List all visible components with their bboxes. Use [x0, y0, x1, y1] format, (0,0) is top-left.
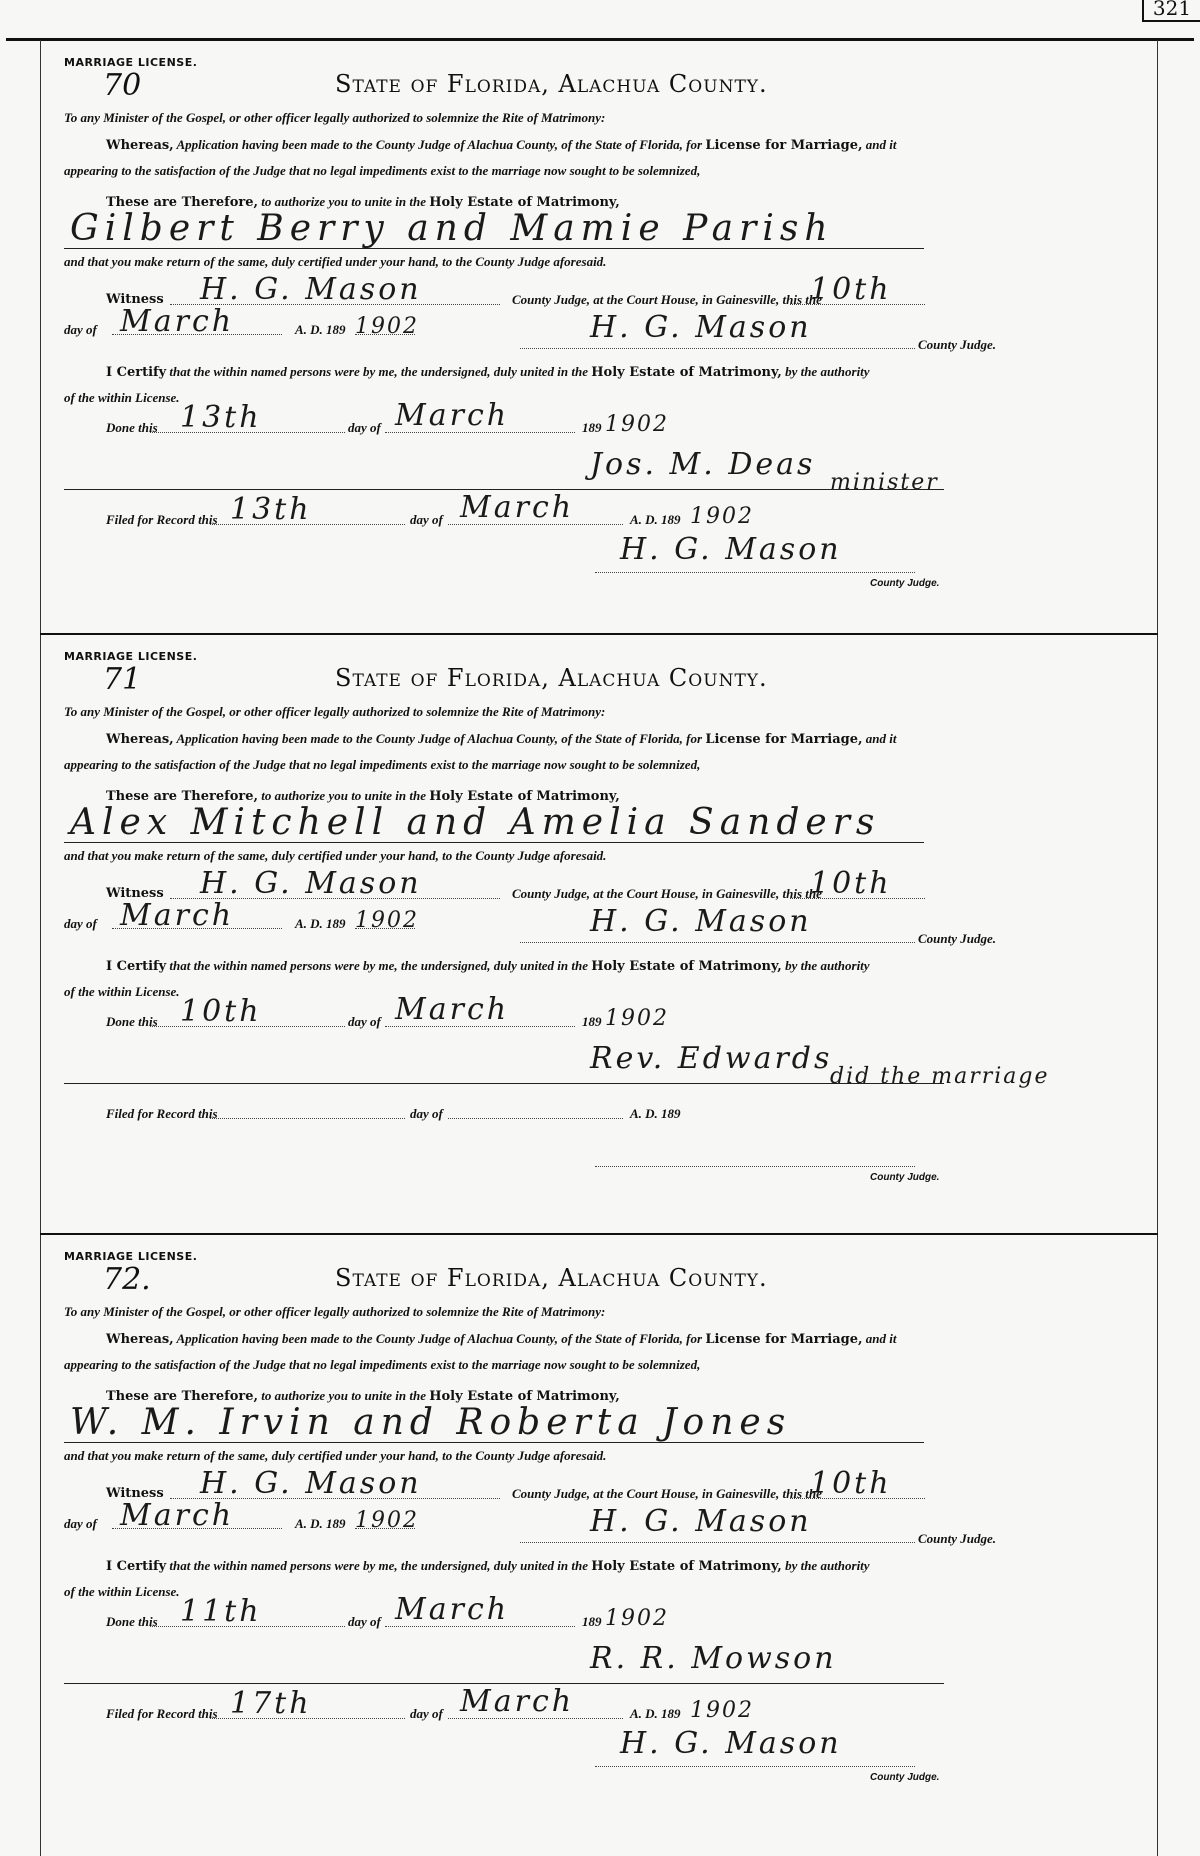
i-certify: I Certify: [106, 959, 167, 974]
within-license-line: of the within License.: [64, 1584, 180, 1599]
witness-judge-signature: H. G. Mason: [200, 866, 422, 901]
holy-estate-phrase-2: Holy Estate of Matrimony,: [591, 959, 782, 974]
state-county-title: State of Florida, Alachua County.: [335, 70, 768, 98]
filed-month: March: [460, 490, 575, 525]
filed-day-of-label: day of: [410, 512, 443, 527]
return-line: and that you make return of the same, duly certified under your hand, to the County Judge aforesaid.: [64, 254, 607, 269]
done-year-189: 189: [582, 1014, 602, 1029]
to-any-minister-line: To any Minister of the Gospel, or other officer legally authorized to solemnize the Rite of Matrimony:: [64, 110, 606, 125]
holy-estate-phrase: Holy Estate of Matrimony,: [429, 789, 620, 804]
done-month: March: [395, 398, 510, 433]
day-of-label: day of: [64, 322, 97, 337]
done-day-of-label: day of: [348, 1014, 381, 1029]
whereas-line: [106, 1331, 897, 1347]
officiant-signature: Rev. Edwards: [590, 1041, 833, 1076]
within-license-line: of the within License.: [64, 390, 180, 405]
done-month: March: [395, 1592, 510, 1627]
done-this-label: Done this: [106, 1614, 158, 1629]
return-line: and that you make return of the same, duly certified under your hand, to the County Judge aforesaid.: [64, 848, 607, 863]
license-for-marriage-phrase: License for Marriage,: [705, 1332, 863, 1347]
ad-189-label: A. D. 189: [295, 1516, 346, 1531]
certify-line: [106, 1558, 870, 1574]
witness-label: Witness: [106, 292, 164, 307]
these-are-therefore: These are Therefore,: [106, 789, 259, 804]
marriage-license-label: MARRIAGE LICENSE.: [64, 650, 198, 663]
issue-year: 1902: [355, 314, 419, 339]
judge-signature-line: [520, 942, 915, 943]
whereas-text: Application having been made to the County Judge of Alachua County, of the State of Florida, for: [173, 731, 706, 746]
judge-signature-line: [520, 348, 915, 349]
done-year-189: 189: [582, 420, 602, 435]
county-judge-court-text: County Judge, at the Court House, in Gainesville, this the: [512, 886, 822, 901]
county-judge-small-label: County Judge.: [870, 1772, 940, 1783]
filed-ad-189-label: A. D. 189: [630, 1106, 681, 1121]
done-day-of-label: day of: [348, 420, 381, 435]
county-judge-small-label: County Judge.: [870, 578, 940, 589]
filed-year: 1902: [690, 504, 754, 529]
issue-year-line: [355, 1528, 415, 1529]
judge-signature: H. G. Mason: [590, 904, 812, 939]
whereas-word: Whereas,: [106, 732, 174, 747]
filed-judge-line: [595, 1166, 915, 1167]
authorize-text: to authorize you to unite in the: [258, 1388, 430, 1403]
issue-day: 10th: [810, 1466, 892, 1501]
done-day: 13th: [180, 400, 262, 435]
done-year: 1902: [605, 412, 669, 437]
filed-judge-line: [595, 572, 915, 573]
license-number: 70: [103, 68, 142, 103]
parties-names: Gilbert Berry and Mamie Parish: [70, 208, 834, 249]
marriage-license-label: MARRIAGE LICENSE.: [64, 1250, 198, 1263]
filed-day-of-label: day of: [410, 1106, 443, 1121]
officiant-title: minister: [830, 470, 939, 495]
filed-for-record-label: Filed for Record this: [106, 1106, 218, 1121]
filed-judge-line: [595, 1766, 915, 1767]
return-line: and that you make return of the same, duly certified under your hand, to the County Judge aforesaid.: [64, 1448, 607, 1463]
done-day: 11th: [180, 1594, 262, 1629]
officiant-line: [64, 1083, 944, 1084]
witness-label: Witness: [106, 1486, 164, 1501]
license-for-marriage-phrase: License for Marriage,: [705, 732, 863, 747]
authorize-text: to authorize you to unite in the: [258, 194, 430, 209]
witness-judge-signature: H. G. Mason: [200, 1466, 422, 1501]
license-number: 71: [103, 662, 142, 697]
county-judge-court-text: County Judge, at the Court House, in Gainesville, this the: [512, 292, 822, 307]
county-judge-court-text: County Judge, at the Court House, in Gainesville, this the: [512, 1486, 822, 1501]
whereas-word: Whereas,: [106, 1332, 174, 1347]
whereas-text: Application having been made to the County Judge of Alachua County, of the State of Florida, for: [173, 137, 706, 152]
done-year: 1902: [605, 1606, 669, 1631]
issue-month: March: [120, 1498, 235, 1533]
issue-year-line: [355, 928, 415, 929]
officiant-title: did the marriage: [830, 1064, 1050, 1089]
filed-judge-signature: H. G. Mason: [620, 532, 842, 567]
filed-day: 13th: [230, 492, 312, 527]
these-are-therefore: These are Therefore,: [106, 195, 259, 210]
parties-names: Alex Mitchell and Amelia Sanders: [70, 802, 881, 843]
filed-day-line: [210, 1118, 405, 1119]
filed-month: March: [460, 1684, 575, 1719]
filed-year: 1902: [690, 1698, 754, 1723]
holy-estate-phrase: Holy Estate of Matrimony,: [429, 1389, 620, 1404]
filed-ad-189-label: A. D. 189: [630, 512, 681, 527]
filed-month-line: [448, 1118, 623, 1119]
certify-tail: by the authority: [781, 364, 870, 379]
certify-text: that the within named persons were by me, the undersigned, duly united in the: [166, 1558, 592, 1573]
county-judge-label: County Judge.: [918, 337, 997, 352]
witness-judge-signature: H. G. Mason: [200, 272, 422, 307]
to-any-minister-line: To any Minister of the Gospel, or other officer legally authorized to solemnize the Rite of Matrimony:: [64, 1304, 606, 1319]
whereas-line: [106, 731, 897, 747]
certify-line: [106, 958, 870, 974]
whereas-tail: and it: [862, 1331, 897, 1346]
i-certify: I Certify: [106, 365, 167, 380]
marriage-license-entry: [50, 42, 1130, 637]
witness-label: Witness: [106, 886, 164, 901]
issue-year: 1902: [355, 1508, 419, 1533]
authorize-text: to authorize you to unite in the: [258, 788, 430, 803]
marriage-license-label: MARRIAGE LICENSE.: [64, 56, 198, 69]
issue-month: March: [120, 304, 235, 339]
marriage-license-entry: [50, 636, 1130, 1231]
license-divider: [40, 1233, 1158, 1235]
certify-tail: by the authority: [781, 1558, 870, 1573]
state-county-title: State of Florida, Alachua County.: [335, 664, 768, 692]
ad-189-label: A. D. 189: [295, 916, 346, 931]
page-number: 321: [1142, 0, 1200, 22]
holy-estate-phrase: Holy Estate of Matrimony,: [429, 195, 620, 210]
judge-signature-line: [520, 1542, 915, 1543]
done-day-of-label: day of: [348, 1614, 381, 1629]
done-year: 1902: [605, 1006, 669, 1031]
certify-text: that the within named persons were by me, the undersigned, duly united in the: [166, 958, 592, 973]
ad-189-label: A. D. 189: [295, 322, 346, 337]
whereas-tail: and it: [862, 137, 897, 152]
issue-year-line: [355, 334, 415, 335]
whereas-line: [106, 137, 897, 153]
day-of-label: day of: [64, 1516, 97, 1531]
names-line: [64, 248, 924, 249]
marriage-license-entry: [50, 1236, 1130, 1831]
county-judge-label: County Judge.: [918, 931, 997, 946]
judge-signature: H. G. Mason: [590, 310, 812, 345]
issue-month: March: [120, 898, 235, 933]
holy-estate-phrase-2: Holy Estate of Matrimony,: [591, 365, 782, 380]
filed-judge-signature: H. G. Mason: [620, 1726, 842, 1761]
holy-estate-phrase-2: Holy Estate of Matrimony,: [591, 1559, 782, 1574]
appearing-line: appearing to the satisfaction of the Judge that no legal impediments exist to the marriage now sought to be solemnized,: [64, 163, 701, 178]
certify-tail: by the authority: [781, 958, 870, 973]
license-number: 72.: [103, 1262, 151, 1297]
filed-for-record-label: Filed for Record this: [106, 1706, 218, 1721]
done-day: 10th: [180, 994, 262, 1029]
whereas-tail: and it: [862, 731, 897, 746]
done-this-label: Done this: [106, 420, 158, 435]
officiant-signature: R. R. Mowson: [590, 1641, 837, 1676]
day-of-label: day of: [64, 916, 97, 931]
names-line: [64, 842, 924, 843]
certify-line: [106, 364, 870, 380]
done-month: March: [395, 992, 510, 1027]
issue-day: 10th: [810, 272, 892, 307]
issue-day: 10th: [810, 866, 892, 901]
filed-for-record-label: Filed for Record this: [106, 512, 218, 527]
county-judge-label: County Judge.: [918, 1531, 997, 1546]
officiant-signature: Jos. M. Deas: [590, 447, 816, 482]
done-this-label: Done this: [106, 1014, 158, 1029]
county-judge-small-label: County Judge.: [870, 1172, 940, 1183]
license-for-marriage-phrase: License for Marriage,: [705, 138, 863, 153]
filed-day-of-label: day of: [410, 1706, 443, 1721]
appearing-line: appearing to the satisfaction of the Judge that no legal impediments exist to the marriage now sought to be solemnized,: [64, 757, 701, 772]
names-line: [64, 1442, 924, 1443]
issue-year: 1902: [355, 908, 419, 933]
filed-ad-189-label: A. D. 189: [630, 1706, 681, 1721]
appearing-line: appearing to the satisfaction of the Judge that no legal impediments exist to the marriage now sought to be solemnized,: [64, 1357, 701, 1372]
whereas-word: Whereas,: [106, 138, 174, 153]
whereas-text: Application having been made to the County Judge of Alachua County, of the State of Florida, for: [173, 1331, 706, 1346]
filed-day: 17th: [230, 1686, 312, 1721]
parties-names: W. M. Irvin and Roberta Jones: [70, 1402, 792, 1443]
certify-text: that the within named persons were by me, the undersigned, duly united in the: [166, 364, 592, 379]
these-are-therefore: These are Therefore,: [106, 1389, 259, 1404]
state-county-title: State of Florida, Alachua County.: [335, 1264, 768, 1292]
to-any-minister-line: To any Minister of the Gospel, or other officer legally authorized to solemnize the Rite of Matrimony:: [64, 704, 606, 719]
within-license-line: of the within License.: [64, 984, 180, 999]
done-year-189: 189: [582, 1614, 602, 1629]
judge-signature: H. G. Mason: [590, 1504, 812, 1539]
i-certify: I Certify: [106, 1559, 167, 1574]
